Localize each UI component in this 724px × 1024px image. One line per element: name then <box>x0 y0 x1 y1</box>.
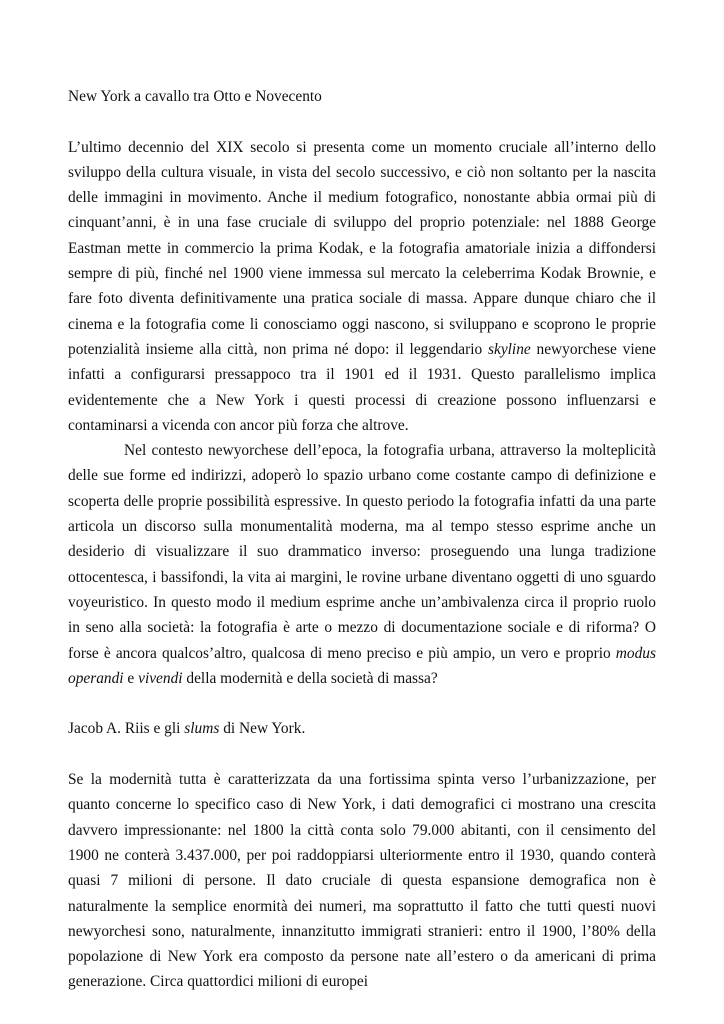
paragraph-urban-photography <box>68 438 656 691</box>
document-page <box>68 84 656 995</box>
section-title-new-york: New York a cavallo tra Otto e Novecento <box>68 88 322 105</box>
paragraph-demographics: Se la modernità tutta è caratterizzata da una fortissima spinta verso l’urbanizzazione, per quanto concerne lo specifico caso di New York, i dati demografici ci mostrano una crescita davvero impressionante: nel 1800 la città conta solo 79.000 abitanti, con il censimento del 1900 ne conterà 3.437.000, per poi raddoppiarsi ulteriormente entro il 1930, quando conterà quasi 7 milioni di persone. Il dato cruciale di questa espansione demografica non è naturalmente la semplice enormità dei numeri, ma soprattutto il fatto che tutti questi nuovi newyorchesi sono, naturalmente, innanzitutto immigrati stranieri: entro il 1900, l’80% della popolazione di New York era composto da persone nate all’estero o da americani di prima generazione. Circa quattordici milioni di europei <box>68 771 656 991</box>
italic-term-slums: slums <box>184 720 220 738</box>
heading-text: di New York. <box>219 720 306 738</box>
italic-term-modus-operandi: modus operandi <box>68 644 656 687</box>
paragraph-visual-culture <box>68 135 656 439</box>
paragraph-text: Nel contesto newyorchese dell’epoca, la fotografia urbana, attraverso la molteplicità delle sue forme ed indirizzi, adoperò lo spazio urbano come costante campo di definizione e scoperta delle proprie possibilità espressive. In questo periodo la fotografia infatti da una parte articola un discorso sulla monumentalità moderna, ma al tempo stesso esprime anche un desiderio di visualizzare il suo drammatico inverso: proseguendo una lunga tradizione ottocentesca, i bassifondi, la vita ai margini, le rovine urbane diventano oggetti di uno sguardo voyeuristico. In questo modo il medium esprime anche un’ambivalenza circa il proprio ruolo in seno alla società: la fotografia è arte o mezzo di documentazione sociale e di riforma? O forse è ancora qualcos’altro, qualcosa di meno preciso e più ampio, un vero e proprio <box>68 442 656 662</box>
paragraph-text: della modernità e della società di massa? <box>182 669 438 687</box>
heading-text: Jacob A. Riis e gli <box>68 720 185 738</box>
section-title-riis-slums <box>68 716 656 741</box>
paragraph-text: newyorchese viene infatti a configurarsi pressappoco tra il 1901 ed il 1931. Questo parallelismo implica evidentemente che a New York i questi processi di creazione possono influenzarsi e contaminarsi a vicenda con ancor più forza che altrove. <box>68 340 656 434</box>
paragraph-text: L’ultimo decennio del XIX secolo si presenta come un momento cruciale all’interno dello sviluppo della cultura visuale, in vista del secolo successivo, e ciò non soltanto per la nascita delle immagini in movimento. Anche il medium fotografico, nonostante abbia ormai più di cinquant’anni, è in una fase cruciale di sviluppo del proprio potenziale: nel 1888 George Eastman mette in commercio la prima Kodak, e la fotografia amatoriale inizia a diffondersi sempre di più, finché nel 1900 viene immessa sul mercato la celeberrima Kodak Brownie, e fare foto diventa definitivamente una pratica sociale di massa. Appare dunque chiaro che il cinema e la fotografia come li conosciamo oggi nascono, si sviluppano e scoprono le proprie potenzialità insieme alla città, non prima né dopo: il leggendario <box>68 138 656 358</box>
italic-term-skyline: skyline <box>488 340 531 358</box>
paragraph-text: e <box>123 669 139 687</box>
italic-term-vivendi: vivendi <box>138 669 183 687</box>
